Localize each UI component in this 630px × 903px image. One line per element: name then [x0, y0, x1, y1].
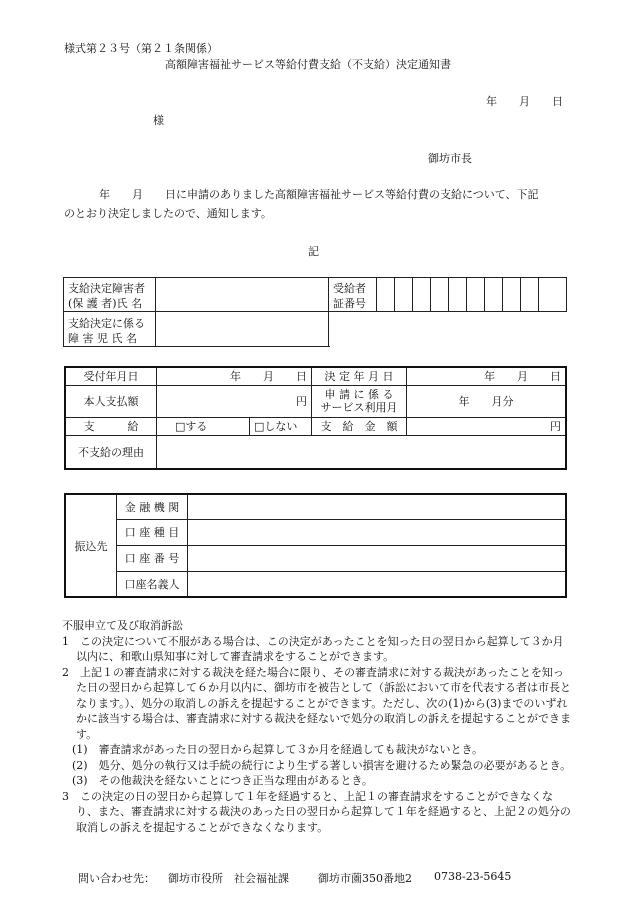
form-number: 様式第２３号（第２１条関係） [64, 42, 218, 55]
decision-date-label: 決 定 年 月 日 [312, 367, 407, 385]
appeal-notes [62, 618, 572, 835]
notes-heading: 不服申立て及び取消訴訟 [62, 619, 183, 632]
account-type-value [188, 519, 567, 545]
payment-no-checkbox[interactable]: □しない [250, 417, 312, 435]
account-number-label: 口 座 番 号 [117, 545, 188, 571]
child-label-2: 障 害 児 氏 名 [68, 332, 137, 345]
payment-label: 支 給 [65, 417, 157, 435]
service-month-label [312, 385, 407, 417]
transfer-table [64, 493, 567, 598]
account-holder-value [188, 571, 567, 597]
recipient-label-1: 支給決定障害者 [68, 282, 145, 295]
recipient-label-2: (保 護 者)氏 名 [68, 297, 143, 310]
contact-office: 御坊市役所 社会福祉課 [168, 872, 289, 885]
service-month-value: 年 月分 [407, 385, 567, 417]
contact-phone: 0738-23-5645 [434, 870, 512, 883]
service-month-label-2: サービス利用月 [320, 401, 398, 414]
issuer: 御坊市長 [428, 152, 472, 165]
decision-date-value: 年 月 日 [407, 367, 567, 385]
transfer-label: 振込先 [65, 494, 117, 597]
receipt-date-value: 年 月 日 [157, 367, 312, 385]
child-label-1: 支給決定に係る [68, 317, 145, 330]
contact-address: 御坊市薗350番地2 [318, 872, 412, 885]
receipt-date-label: 受付年月日 [65, 367, 157, 385]
ki-label: 記 [308, 245, 319, 258]
cert-label-1: 受給者 [333, 282, 366, 295]
amount-label: 支 給 金 額 [312, 417, 407, 435]
intro-line-1: 年 月 日に申請のありました高額障害福祉サービス等給付費の支給について、下記 [99, 188, 539, 201]
note-item-3: 3 この決定の日の翌日から起算して１年を経過すると、上記１の審査請求をすることができなくなり、また、審査請求に対する裁決のあった日の翌日から起算して１年を経過すると、上記２の処分の取消しの訴えを提起することができなくなります。 [62, 789, 571, 834]
amount-unit: 円 [407, 417, 567, 435]
self-pay-unit: 円 [157, 385, 312, 417]
account-type-label: 口 座 種 目 [117, 519, 188, 545]
decision-table [64, 366, 567, 470]
account-number-value [188, 545, 567, 571]
contact-label: 問い合わせ先： [78, 872, 155, 885]
payment-yes-checkbox[interactable]: □する [157, 417, 250, 435]
self-pay-label: 本人支払額 [65, 385, 157, 417]
intro-line-2: のとおり決定しましたので、通知します。 [64, 207, 272, 220]
cert-label-2: 証番号 [333, 297, 366, 310]
reason-label: 不支給の理由 [65, 435, 157, 469]
reason-value [157, 435, 567, 469]
addressee-suffix: 様 [153, 114, 164, 127]
bank-value [188, 494, 567, 519]
note-item-1: 1 この決定について不服がある場合は、この決定があったことを知った日の翌日から起算して３か月以内に、和歌山県知事に対して審査請求をすることができます。 [62, 634, 564, 663]
recipient-table [63, 277, 567, 347]
note-sub-2: (2) 処分、処分の執行又は手続の続行により生ずる著しい損害を避けるため緊急の必要があるとき。 [72, 758, 572, 772]
account-holder-label: 口座名義人 [117, 571, 188, 597]
document-title: 高額障害福祉サービス等給付費支給（不支給）決定通知書 [165, 58, 451, 71]
issue-date: 年 月 日 [486, 95, 563, 108]
bank-label: 金 融 機 関 [117, 494, 188, 519]
note-sub-1: (1) 審査請求があった日の翌日から起算して３か月を経過しても裁決がないとき。 [72, 743, 484, 756]
service-month-label-1: 申 請 に 係 る [324, 388, 394, 401]
note-sub-3: (3) その他裁決を経ないことにつき正当な理由があるとき。 [72, 774, 373, 787]
note-item-2: 2 上記１の審査請求に対する裁決を経た場合に限り、その審査請求に対する裁決があったことを知った日の翌日から起算して６か月以内に、御坊市を被告として（訴訟において市を代表する者は市長となります。）、処分の取消しの訴えを提起することができます。ただし、次の(1)から(3)までのいずれかに該当する場合は、審査請求に対する裁決を経ないで処分の取消しの訴えを提起することができます。 [62, 665, 571, 741]
